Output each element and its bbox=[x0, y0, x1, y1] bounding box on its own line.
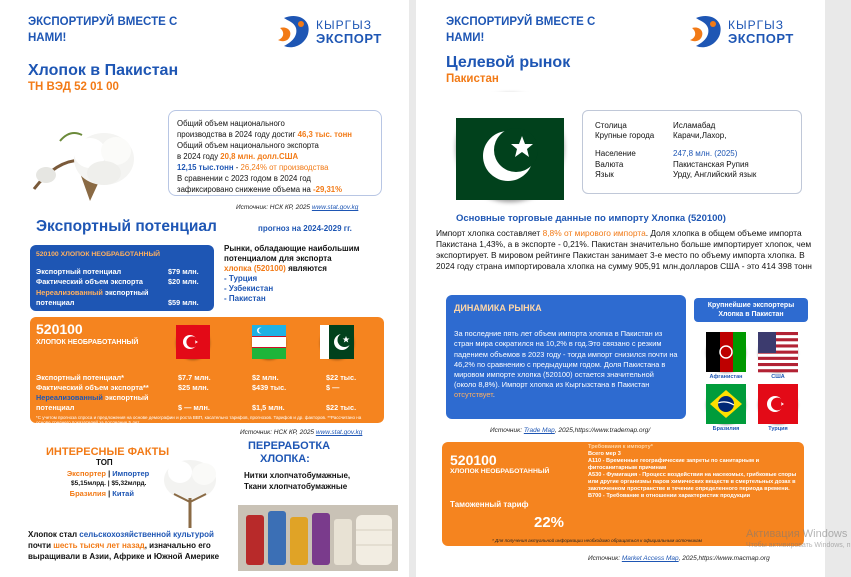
stat-line: 12,15 тыс.тонн - 26,24% от производства bbox=[177, 163, 329, 172]
unrealized-row: Нереализованный экспортный bbox=[36, 287, 149, 297]
windows-activation-watermark: Активация Windows Чтобы активировать Windows, п bbox=[746, 528, 851, 549]
turkey-flag-icon bbox=[758, 384, 798, 424]
potential-summary-box bbox=[30, 245, 214, 311]
trade-text: Импорт хлопка составляет 8,8% от мирового импорта. Доля хлопка в общем объеме импорта Пакистана 1,43%, а в экспорте - 0,21%. Пакистан значительно больше импортирует хлопок, чем экспортирует. В мировом рейтинге Пакистан занимает 3-е место по объему импорта хлопка. В 2024 году страна импортировала хлопка на сумму 905,91 млн.долларов США - это 414 398 тонн bbox=[436, 228, 812, 271]
top-markets: Рынки, обладающие наибольшим потенциалом для экспорта хлопка (520100) являются - Турция - Узбекистан - Пакистан bbox=[224, 244, 394, 304]
top-exporters-box bbox=[694, 298, 808, 436]
country-info-box bbox=[582, 110, 802, 194]
import-requirements: Требования к импорту* Всего мер 3 A110 - Временные географические запреты по санитарным и фитосанитарным причинам A530 - Фумигация - Процесс воздействия на насекомых, грибковые споры или другие организмы паров химических веществ в смертельных дозах в заключенном пространстве в течение определенного периода времени. B700 - Требование в отношении характеристик продукции bbox=[588, 444, 797, 499]
page-right bbox=[416, 0, 851, 577]
box-title: Крупнейшие экспортеры Хлопка в Пакистан bbox=[694, 298, 808, 322]
page-title: Целевой рынок bbox=[446, 54, 571, 71]
forecast-label: прогноз на 2024-2029 гг. bbox=[258, 224, 352, 233]
metric-labels: Экспортный потенциал* Фактический объем экспорта** Нереализованный экспортный потенциал bbox=[36, 373, 149, 412]
logo-line1: КЫРГЫЗ bbox=[728, 18, 784, 32]
uzbekistan-flag-icon bbox=[252, 325, 286, 359]
uzbekistan-values: $2 млн. $439 тыс. $1,5 млн. bbox=[252, 373, 287, 412]
pakistan-flag-icon bbox=[320, 325, 354, 359]
source-link[interactable]: www.stat.gov.kg bbox=[311, 204, 359, 211]
potential-by-country-box bbox=[30, 317, 384, 423]
page-left bbox=[0, 0, 409, 577]
country-name: Пакистан bbox=[446, 73, 499, 85]
exporter-label: Афганистан bbox=[709, 374, 743, 380]
exporter-label: Турция bbox=[768, 426, 788, 432]
afghanistan-flag-icon bbox=[706, 332, 746, 372]
footnote: * Для получения актуальной информации необходимо обращаться к официальным источникам bbox=[492, 538, 702, 543]
logo-mark-icon bbox=[688, 12, 728, 54]
brazil-flag-icon bbox=[706, 384, 746, 424]
production-stats-box bbox=[168, 110, 382, 196]
exporter-label: США bbox=[771, 374, 785, 380]
stat-line: Общий объем национального bbox=[177, 119, 285, 128]
hs-code: ТН ВЭД 52 01 00 bbox=[28, 81, 119, 93]
product-code: 520100 bbox=[36, 321, 83, 337]
potential-row: Экспортный потенциал $79 млн. bbox=[36, 266, 199, 276]
box-title: 520100 ХЛОПОК НЕОБРАБОТАННЫЙ bbox=[36, 251, 160, 258]
stat-line: Общий объем национального экспорта bbox=[177, 141, 319, 150]
tariff-label: Таможенный тариф bbox=[450, 500, 529, 509]
info-row: Язык Урду, Английский язык bbox=[595, 169, 757, 179]
unrealized-row-2: потенциал $59 млн. bbox=[36, 298, 199, 307]
dynamics-text: За последние пять лет объем импорта хлопка в Пакистан из стран мира сократился на 10,2% в год.Это связано с резким падением объемов в 2023 году - тогда импорт снизился почти на 46,2% по сравнению с предыдущим годом. Доля Пакистана в мировом импорте хлопка (520100) остается значительной (около 8,8%). Импорт хлопка из Кыргызстана в Пакистан отсутствует. bbox=[454, 329, 678, 400]
facts-top-label: ТОП bbox=[96, 458, 113, 467]
turkey-values: $7.7 млн. $25 млн. $ — млн. bbox=[178, 373, 211, 412]
source-link[interactable]: Trade Map bbox=[523, 427, 555, 434]
logo bbox=[688, 12, 818, 58]
info-row: Крупные города Карачи,Лахор, bbox=[595, 131, 727, 141]
usa-flag-icon bbox=[758, 332, 798, 372]
source-link[interactable]: Market Access Map bbox=[621, 555, 679, 562]
potential-title: Экспортный потенциал bbox=[36, 218, 217, 235]
history-fact: Хлопок стал сельскохозяйственной культурой почти шесть тысяч лет назад, изначально его выращивали в Азии, Африке и Южной Америке bbox=[28, 530, 220, 561]
logo-line2: ЭКСПОРТ bbox=[316, 31, 382, 46]
product-code: 520100 bbox=[450, 452, 497, 468]
source-note: Источник: НСК КР, 2025 www.stat.gov.kg bbox=[240, 429, 363, 436]
stat-line: зафиксировано снижение объема на -29,31% bbox=[177, 185, 343, 194]
thread-spools-image bbox=[238, 505, 398, 571]
info-row: Столица Исламабад bbox=[595, 121, 716, 130]
info-row: Валюта Пакистанская Рупия bbox=[595, 159, 749, 169]
processing-list: Нитки хлопчатобумажные, Ткани хлопчатобумажные bbox=[244, 471, 351, 491]
exporter-label: Бразилия bbox=[712, 426, 740, 432]
pakistan-flag-icon bbox=[456, 92, 564, 200]
market-dynamics-box bbox=[446, 295, 686, 419]
product-name: ХЛОПОК НЕОБРАБОТАННЫЙ bbox=[36, 339, 139, 346]
product-name: ХЛОПОК НЕОБРАБОТАННЫЙ bbox=[450, 468, 550, 475]
top-traders: Экспортер | Импортер $5,15млрд. | $5,32млрд. Бразилия | Китай bbox=[66, 469, 150, 498]
page-title: Хлопок в Пакистан bbox=[28, 62, 179, 79]
source-link[interactable]: www.stat.gov.kg bbox=[315, 429, 363, 436]
logo-mark-icon bbox=[276, 12, 316, 54]
pakistan-values: $22 тыс. $ — $22 тыс. bbox=[326, 373, 357, 412]
slogan: ЭКСПОРТИРУЙ ВМЕСТЕ С НАМИ! bbox=[446, 16, 596, 44]
market-item: - Узбекистан bbox=[224, 284, 274, 293]
stat-line: производства в 2024 году достиг 46,3 тыс. тонн bbox=[177, 130, 353, 139]
logo-line2: ЭКСПОРТ bbox=[728, 31, 794, 46]
footnote: *С учетом прогноза спроса и предложения на основе демографии и роста ВВП, касательно тарифов, прогнозов. Тарифов и др. факторов. **Рассчитано на основе среднего показателей за последние 5 лет bbox=[36, 415, 362, 425]
source-note: Источник: НСК КР, 2025 www.stat.gov.kg bbox=[236, 204, 359, 211]
source-note: Источник: Trade Map, 2025,https://www.trademap.org/ bbox=[490, 427, 651, 434]
stat-line: в 2024 году 20,8 млн. долл.США bbox=[177, 152, 299, 161]
info-row: Население 247,8 млн. (2025) bbox=[595, 149, 738, 159]
logo bbox=[276, 12, 406, 58]
slogan: ЭКСПОРТИРУЙ ВМЕСТЕ С НАМИ! bbox=[28, 16, 178, 44]
source-note: Источник: Market Access Map, 2025,https://www.macmap.org bbox=[588, 555, 770, 562]
box-title: ДИНАМИКА РЫНКА bbox=[454, 303, 542, 313]
stat-line: В сравнении с 2023 годом в 2024 год bbox=[177, 174, 311, 183]
actual-row: Фактический объем экспорта $20 млн. bbox=[36, 277, 199, 286]
cotton-boll-image bbox=[30, 115, 150, 205]
market-item: - Пакистан bbox=[224, 294, 266, 303]
market-item: - Турция bbox=[224, 274, 258, 283]
turkey-flag-icon bbox=[176, 325, 210, 359]
trade-title: Основные торговые данные по импорту Хлопка (520100) bbox=[456, 213, 726, 224]
logo-line1: КЫРГЫЗ bbox=[316, 18, 372, 32]
tariff-value: 22% bbox=[534, 514, 565, 531]
processing-title: ПЕРЕРАБОТКА ХЛОПКА: bbox=[248, 440, 331, 465]
facts-title: ИНТЕРЕСНЫЕ ФАКТЫ bbox=[46, 446, 170, 458]
